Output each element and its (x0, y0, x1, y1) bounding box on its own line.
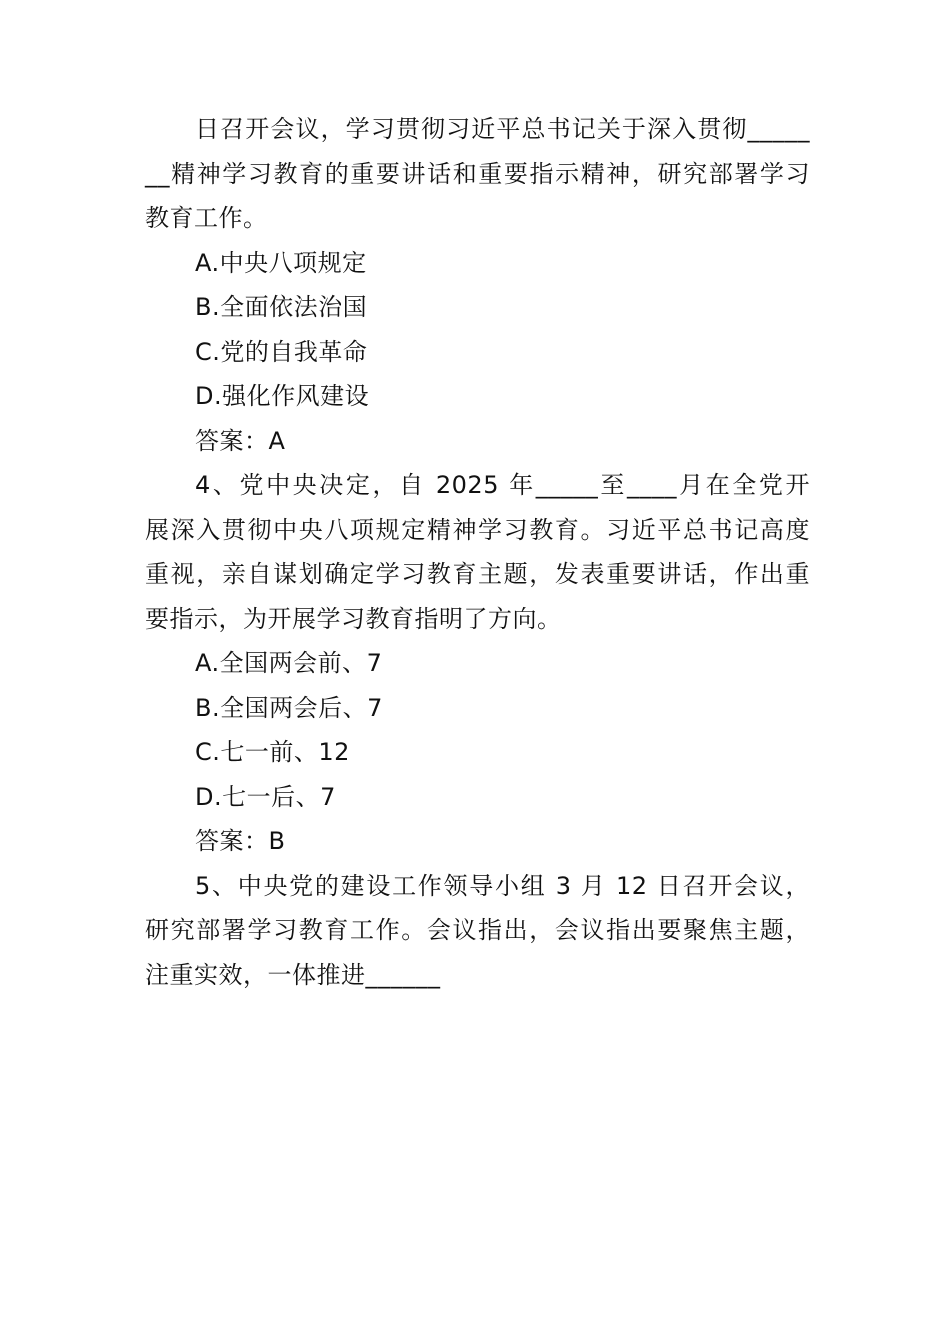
q3-option-d: D.强化作风建设 (195, 382, 370, 410)
q4-option-d: D.七一后、7 (195, 782, 336, 811)
q3-answer: 答案：A (195, 426, 286, 455)
q3-option-a: A.中央八项规定 (195, 248, 367, 277)
q3-option-c: C.党的自我革命 (195, 337, 368, 366)
q4-option-a: A.全国两会前、7 (195, 649, 383, 677)
document-body (145, 107, 810, 997)
q4-text-line-4: 要指示，为开展学习教育指明了方向。 (145, 604, 562, 633)
q5-text-line-2: 研究部署学习教育工作。会议指出，会议指出要聚焦主题， (145, 916, 810, 944)
q3-text-line-2: __精神学习教育的重要讲话和重要指示精神，研究部署学习 (145, 159, 810, 188)
q4-option-b: B.全国两会后、7 (195, 693, 383, 722)
q4-answer: 答案：B (195, 827, 286, 855)
q4-text-line-1: 4、党中央决定，自 2025 年_____至____月在全党开 (195, 471, 810, 499)
q4-option-c: C.七一前、12 (195, 738, 350, 766)
q3-text-line-1: 日召开会议，学习贯彻习近平总书记关于深入贯彻_____ (195, 115, 810, 143)
q5-text-line-3: 注重实效，一体推进______ (145, 960, 441, 989)
q4-text-line-3: 重视，亲自谋划确定学习教育主题，发表重要讲话，作出重 (145, 560, 810, 588)
q3-text-line-3: 教育工作。 (145, 204, 268, 232)
q4-text-line-2: 展深入贯彻中央八项规定精神学习教育。习近平总书记高度 (145, 515, 810, 544)
q5-text-line-1: 5、中央党的建设工作领导小组 3 月 12 日召开会议， (195, 871, 810, 900)
q3-option-b: B.全面依法治国 (195, 293, 368, 321)
